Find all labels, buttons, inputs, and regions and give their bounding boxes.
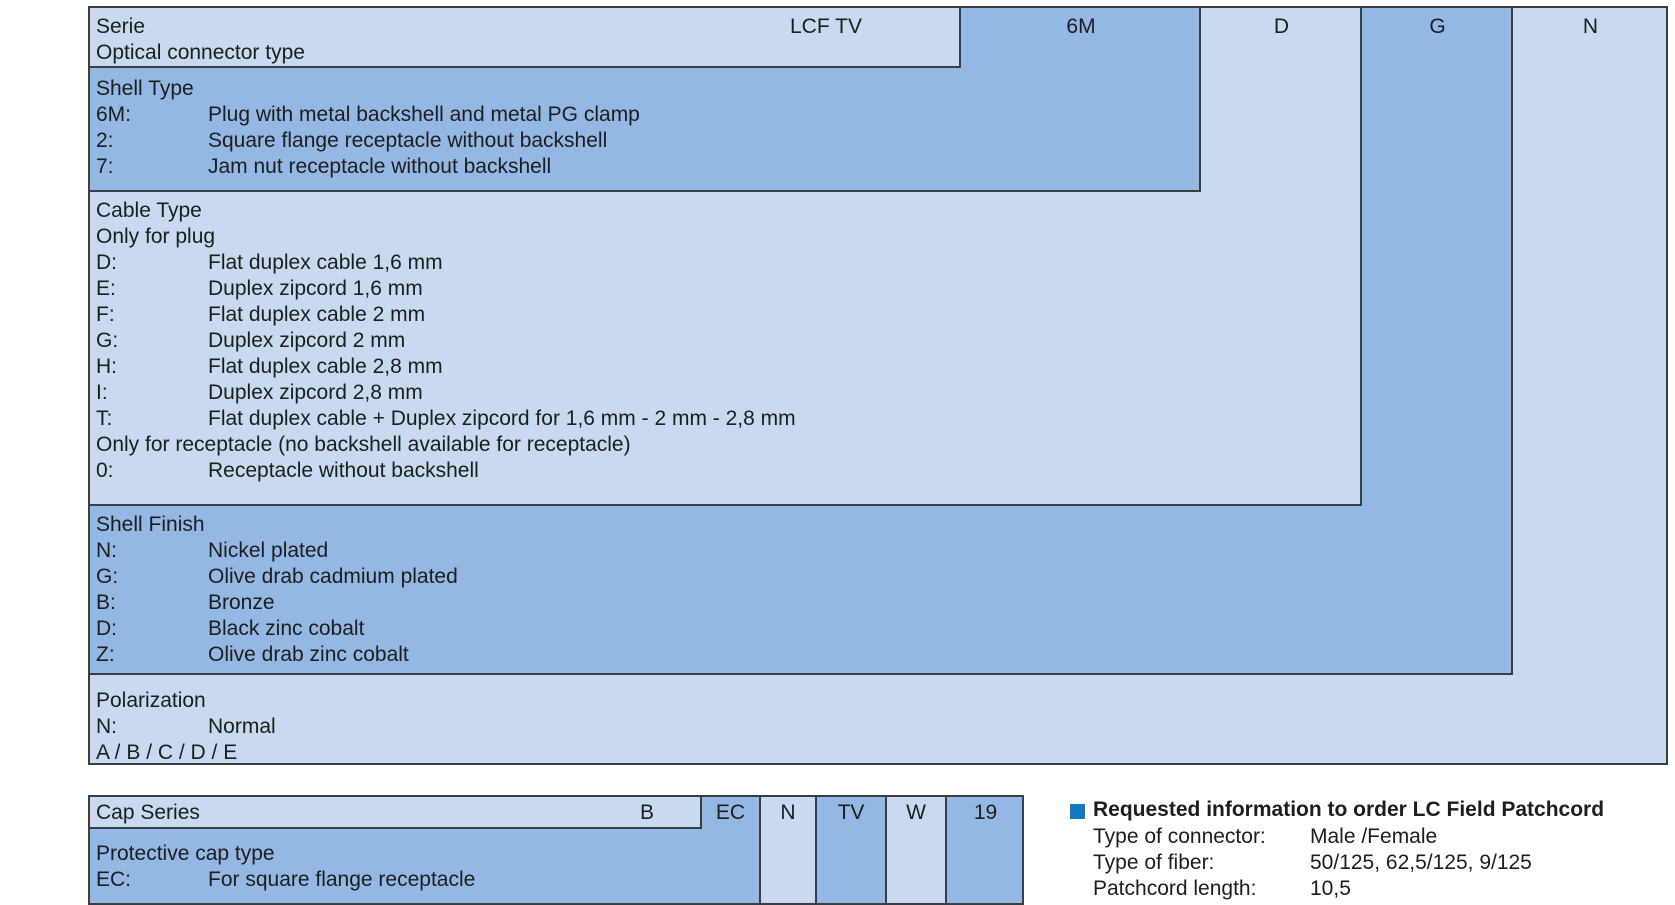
definition-desc: Normal <box>208 715 276 738</box>
serie-code-value: LCF TV <box>790 15 862 38</box>
definition-desc: Flat duplex cable 2,8 mm <box>208 355 443 378</box>
cable-type-title: Cable Type <box>96 199 202 222</box>
definition-desc: Plug with metal backshell and metal PG clamp <box>208 103 640 126</box>
definition-code: G: <box>96 565 119 588</box>
definition-desc: Flat duplex cable 1,6 mm <box>208 251 443 274</box>
cap-code-tv: TV <box>837 801 865 824</box>
definition-desc: Bronze <box>208 591 275 614</box>
cap-code-ec: EC <box>715 801 746 824</box>
definition-desc: Square flange receptacle without backshell <box>208 129 608 152</box>
definition-code: D: <box>96 251 117 274</box>
definition-code: 0: <box>96 459 114 482</box>
definition-desc: For square flange receptacle <box>208 868 476 891</box>
definition-code: 7: <box>96 155 114 178</box>
info-row-value: 10,5 <box>1310 877 1351 900</box>
cap-series-code: B <box>640 801 655 824</box>
definition-code: E: <box>96 277 116 300</box>
definition-desc: Receptacle without backshell <box>208 459 479 482</box>
definition-code: H: <box>96 355 117 378</box>
definition-desc: Duplex zipcord 2 mm <box>208 329 406 352</box>
definition-desc: Black zinc cobalt <box>208 617 365 640</box>
definition-code: Z: <box>96 643 115 666</box>
polarization-title: Polarization <box>96 689 206 712</box>
cap-series-label: Cap Series <box>96 801 200 824</box>
info-row-label: Type of connector: <box>1093 825 1266 848</box>
definition-code: G: <box>96 329 119 352</box>
definition-desc: Olive drab zinc cobalt <box>208 643 409 666</box>
bullet-square-icon <box>1070 804 1085 819</box>
info-row-value: Male /Female <box>1310 825 1438 848</box>
code-shell-finish: G <box>1429 15 1446 38</box>
code-shell-type: 6M <box>1066 15 1096 38</box>
cable-receptacle-note: Only for receptacle (no backshell available for receptacle) <box>96 433 631 456</box>
cap-code-19: 19 <box>973 801 998 824</box>
info-row-label: Type of fiber: <box>1093 851 1215 874</box>
definition-code: F: <box>96 303 115 326</box>
serie-label: Serie <box>96 15 146 38</box>
definition-desc: Jam nut receptacle without backshell <box>208 155 552 178</box>
protective-cap-title: Protective cap type <box>96 842 275 865</box>
definition-desc: Flat duplex cable 2 mm <box>208 303 426 326</box>
definition-code: N: <box>96 715 117 738</box>
polarization-footer: A / B / C / D / E <box>96 741 238 764</box>
definition-code: I: <box>96 381 108 404</box>
definition-code: D: <box>96 617 117 640</box>
definition-code: 6M: <box>96 103 132 126</box>
definition-desc: Nickel plated <box>208 539 329 562</box>
definition-desc: Flat duplex cable + Duplex zipcord for 1,6 mm - 2 mm - 2,8 mm <box>208 407 796 430</box>
definition-code: 2: <box>96 129 114 152</box>
info-row-value: 50/125, 62,5/125, 9/125 <box>1310 851 1532 874</box>
definition-code: B: <box>96 591 116 614</box>
definition-code: T: <box>96 407 113 430</box>
definition-desc: Duplex zipcord 1,6 mm <box>208 277 423 300</box>
shell-type-title: Shell Type <box>96 77 194 100</box>
cap-code-n: N <box>780 801 796 824</box>
info-title: Requested information to order LC Field Patchcord <box>1093 798 1605 821</box>
shell-finish-title: Shell Finish <box>96 513 205 536</box>
definition-desc: Olive drab cadmium plated <box>208 565 458 588</box>
cap-code-w: W <box>906 801 926 824</box>
cable-plug-note: Only for plug <box>96 225 216 248</box>
serie-sublabel: Optical connector type <box>96 41 305 64</box>
code-polarization: N <box>1582 15 1599 38</box>
info-row-label: Patchcord length: <box>1093 877 1257 900</box>
definition-desc: Duplex zipcord 2,8 mm <box>208 381 423 404</box>
code-cable-type: D <box>1273 15 1290 38</box>
definition-code: N: <box>96 539 117 562</box>
definition-code: EC: <box>96 868 132 891</box>
